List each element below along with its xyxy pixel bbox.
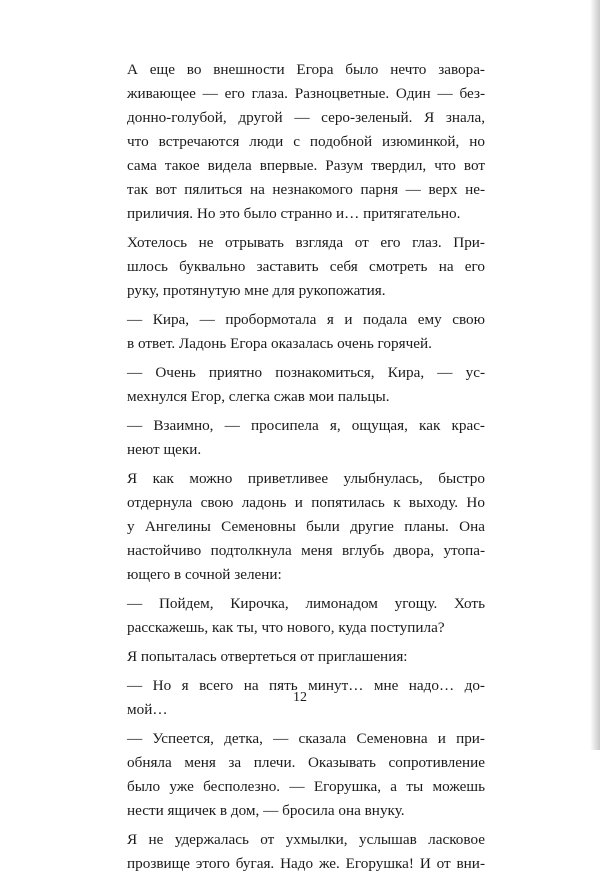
text-line: было уже бесполезно. — Егорушка, а ты можешь — [127, 778, 485, 795]
text-line: — Пойдем, Кирочка, лимонадом угощу. Хоть — [127, 595, 485, 612]
text-line: — Успеется, детка, — сказала Семеновна и при- — [127, 730, 485, 747]
text-line: настойчиво подтолкнула меня вглубь двора, утопа- — [127, 542, 485, 559]
text-line: прозвище этого бугая. Надо же. Егорушка! И от вни- — [127, 855, 485, 872]
text-line: Я попыталась отвертеться от приглашения: — [127, 648, 408, 665]
text-line: отдернула свою ладонь и попятилась к выходу. Но — [127, 494, 485, 511]
text-line: А еще во внешности Егора было нечто завора- — [127, 61, 485, 78]
text-line: сама такое видела впервые. Разум твердил, что вот — [127, 157, 485, 174]
paragraph-6 — [127, 467, 485, 587]
page-edge-shadow — [590, 0, 600, 750]
paragraph-3 — [127, 308, 485, 356]
text-line: — Очень приятно познакомиться, Кира, — ус- — [127, 364, 485, 381]
text-line: ющего в сочной зелени: — [127, 566, 282, 583]
text-line: нести ящичек в дом, — бросила она внуку. — [127, 802, 405, 819]
text-line: Хотелось не отрывать взгляда от его глаз. При- — [127, 234, 485, 251]
text-line: Я как можно приветливее улыбнулась, быстро — [127, 470, 485, 487]
text-line: — Кира, — пробормотала я и подала ему свою — [127, 311, 485, 328]
text-line: Я не удержалась от ухмылки, услышав ласковое — [127, 831, 485, 848]
paragraph-8 — [127, 645, 485, 669]
paragraph-7 — [127, 592, 485, 640]
body-text — [127, 58, 485, 876]
paragraph-5 — [127, 414, 485, 462]
text-line: — Но я всего на пять минут… мне надо… до- — [127, 677, 485, 694]
text-line: шлось буквально заставить себя смотреть на его — [127, 258, 485, 275]
text-line: — Взаимно, — просипела я, ощущая, как крас- — [127, 417, 485, 434]
text-line: у Ангелины Семеновны были другие планы. Она — [127, 518, 485, 535]
paragraph-10 — [127, 727, 485, 823]
paragraph-4 — [127, 361, 485, 409]
text-line: в ответ. Ладонь Егора оказалась очень горячей. — [127, 335, 432, 352]
text-line: мехнулся Егор, слегка сжав мои пальцы. — [127, 388, 390, 405]
text-line: живающее — его глаза. Разноцветные. Один — без- — [127, 85, 485, 102]
text-line: приличия. Но это было странно и… притягательно. — [127, 205, 461, 222]
paragraph-11 — [127, 828, 485, 876]
paragraph-1 — [127, 58, 485, 226]
text-line: руку, протянутую мне для рукопожатия. — [127, 282, 386, 299]
text-line: донно-голубой, другой — серо-зеленый. Я знала, — [127, 109, 485, 126]
text-line: расскажешь, как ты, что нового, куда поступила? — [127, 619, 445, 636]
text-line: мой… — [127, 701, 168, 718]
text-line: обняла меня за плечи. Оказывать сопротивление — [127, 754, 485, 771]
page-number: 12 — [293, 690, 307, 705]
text-line: что встречаются люди с подобной изюминкой, но — [127, 133, 485, 150]
text-line: неют щеки. — [127, 441, 202, 458]
text-line: так вот пялиться на незнакомого парня — верх не- — [127, 181, 485, 198]
paragraph-2 — [127, 231, 485, 303]
